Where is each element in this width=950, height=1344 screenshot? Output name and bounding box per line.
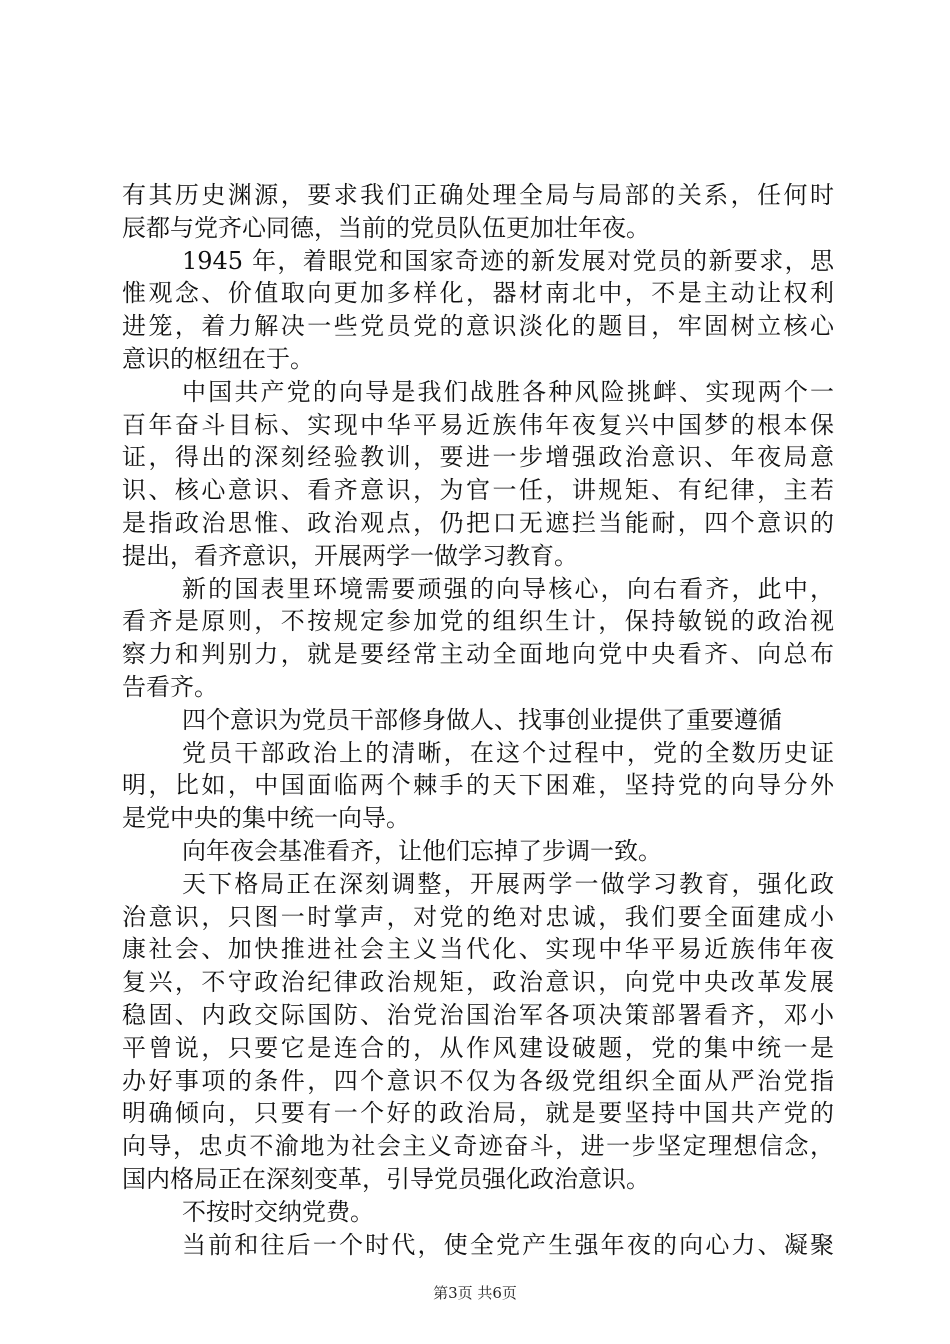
text-line: 当前和往后一个时代，使全党产生强年夜的向心力、凝聚 <box>182 1230 834 1259</box>
text-line: 四个意识为党员干部修身做人、找事创业提供了重要遵循 <box>182 705 782 734</box>
page-footer: 第3页 共6页 <box>433 1284 517 1302</box>
document-body <box>122 179 834 1261</box>
text-line: 提出，看齐意识，开展两学一做学习教育。 <box>122 541 578 570</box>
text-line: 百年奋斗目标、实现中华平易近族伟年夜复兴中国梦的根本保 <box>122 410 834 439</box>
text-line: 惟观念、价值取向更加多样化，器材南北中，不是主动让权利 <box>122 279 834 308</box>
text-line: 中国共产党的向导是我们战胜各种风险挑衅、实现两个一 <box>182 377 834 406</box>
text-line: 告看齐。 <box>122 672 218 701</box>
text-line: 进笼，着力解决一些党员党的意识淡化的题目，牢固树立核心 <box>122 312 834 341</box>
text-line: 察力和判别力，就是要经常主动全面地向党中央看齐、向总布 <box>122 640 834 669</box>
text-line: 证，得出的深刻经验教训，要进一步增强政治意识、年夜局意 <box>122 443 834 472</box>
text-line: 康社会、加快推进社会主义当代化、实现中华平易近族伟年夜 <box>122 935 834 964</box>
text-line: 国内格局正在深刻变革，引导党员强化政治意识。 <box>122 1164 650 1193</box>
text-line: 办好事项的条件，四个意识不仅为各级党组织全面从严治党指 <box>122 1066 834 1095</box>
text-line: 辰都与党齐心同德，当前的党员队伍更加壮年夜。 <box>122 213 650 242</box>
text-line: 新的国表里环境需要顽强的向导核心，向右看齐，此中， <box>182 574 834 603</box>
text-line: 平曾说，只要它是连合的，从作风建设破题，党的集中统一是 <box>122 1033 834 1062</box>
text-line: 明，比如，中国面临两个棘手的天下困难，坚持党的向导分外 <box>122 771 834 800</box>
text-line: 意识的枢纽在于。 <box>122 344 314 373</box>
text-line: 向导，忠贞不渝地为社会主义奇迹奋斗，进一步坚定理想信念， <box>122 1132 834 1161</box>
text-line: 看齐是原则，不按规定参加党的组织生计，保持敏锐的政治视 <box>122 607 834 636</box>
text-line: 天下格局正在深刻调整，开展两学一做学习教育，强化政 <box>182 869 834 898</box>
text-line: 有其历史渊源，要求我们正确处理全局与局部的关系，任何时 <box>122 181 834 209</box>
text-line: 稳固、内政交际国防、治党治国治军各项决策部署看齐，邓小 <box>122 1000 834 1029</box>
text-line: 是指政治思惟、政治观点，仍把口无遮拦当能耐，四个意识的 <box>122 508 834 537</box>
text-line: 明确倾向，只要有一个好的政治局，就是要坚持中国共产党的 <box>122 1099 834 1128</box>
text-line: 复兴，不守政治纪律政治规矩，政治意识，向党中央改革发展 <box>122 968 834 997</box>
text-line: 党员干部政治上的清晰，在这个过程中，党的全数历史证 <box>182 738 834 767</box>
text-line: 向年夜会基准看齐，让他们忘掉了步调一致。 <box>182 836 662 865</box>
text-line: 不按时交纳党费。 <box>182 1197 374 1226</box>
text-line: 识、核心意识、看齐意识，为官一任，讲规矩、有纪律，主若 <box>122 476 834 505</box>
text-line: 治意识，只图一时掌声，对党的绝对忠诚，我们要全面建成小 <box>122 902 834 931</box>
text-line: 1945 年，着眼党和国家奇迹的新发展对党员的新要求，思 <box>182 246 834 275</box>
text-line: 是党中央的集中统一向导。 <box>122 804 410 833</box>
